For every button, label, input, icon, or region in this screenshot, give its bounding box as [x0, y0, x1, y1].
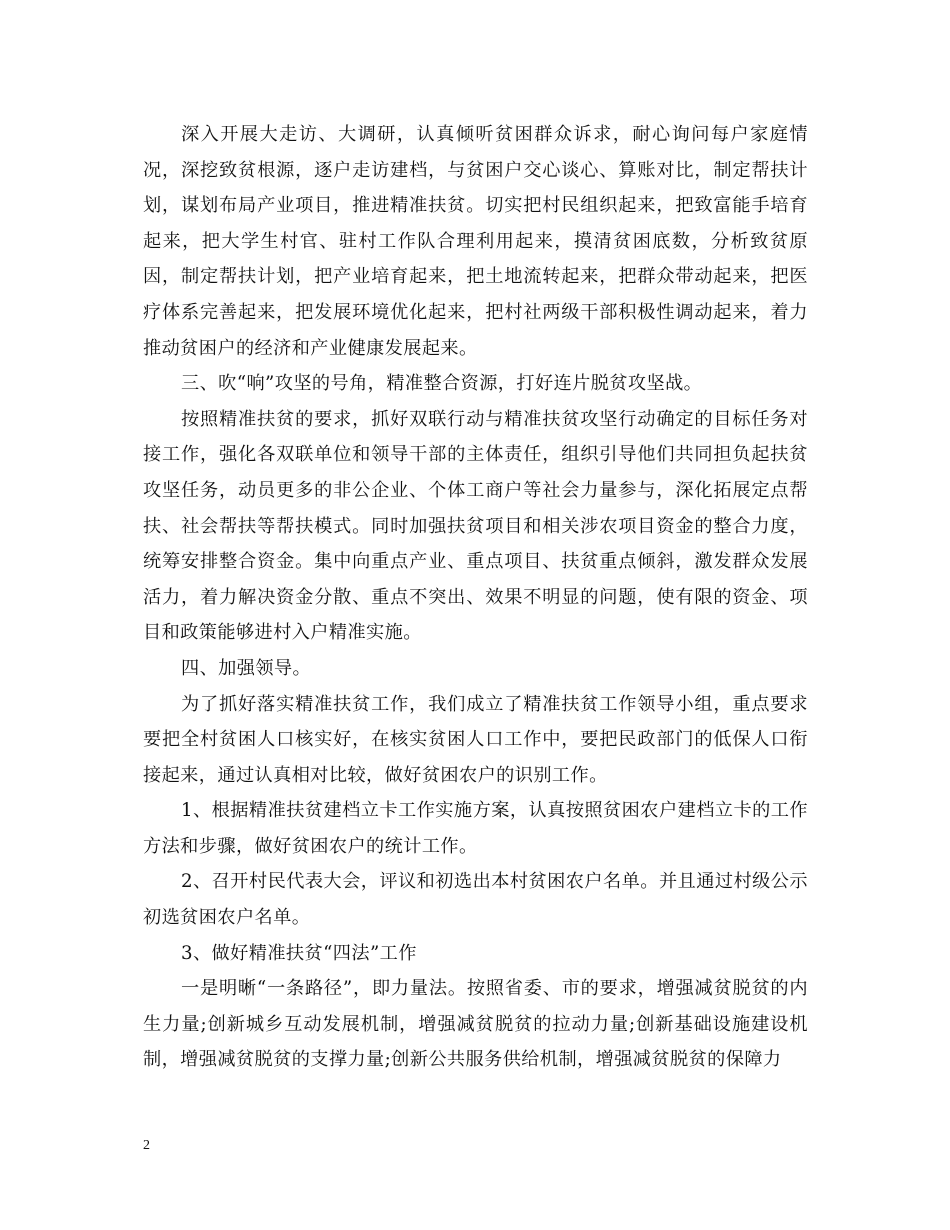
paragraph: 为了抓好落实精准扶贫工作，我们成立了精准扶贫工作领导小组，重点要求要把全村贫困人口核实好，在核实贫困人口工作中，要把民政部门的低保人口衔接起来，通过认真相对比较，做好贫困农户的识别工作。	[143, 693, 808, 786]
paragraph: 深入开展大走访、大调研，认真倾听贫困群众诉求，耐心询问每户家庭情况，深挖致贫根源，逐户走访建档，与贫困户交心谈心、算账对比，制定帮扶计划，谋划布局产业项目，推进精准扶贫。切实把村民组织起来，把致富能手培育起来，把大学生村官、驻村工作队合理利用起来，摸清贫困底数，分析致贫原因，制定帮扶计划，把产业培育起来，把土地流转起来，把群众带动起来，把医疗体系完善起来，把发展环境优化起来，把村社两级干部积极性调动起来，着力推动贫困户的经济和产业健康发展起来。	[143, 124, 808, 359]
paragraph: 一是明晰“一条路径”，即力量法。按照省委、市的要求，增强减贫脱贫的内生力量;创新城乡互动发展机制，增强减贫脱贫的拉动力量;创新基础设施建设机制，增强减贫脱贫的支撑力量;创新公共服务供给机制，增强减贫脱贫的保障力	[143, 978, 808, 1071]
paragraph: 按照精准扶贫的要求，抓好双联行动与精准扶贫攻坚行动确定的目标任务对接工作，强化各双联单位和领导干部的主体责任，组织引导他们共同担负起扶贫攻坚任务，动员更多的非公企业、个体工商户等社会力量参与，深化拓展定点帮扶、社会帮扶等帮扶模式。同时加强扶贫项目和相关涉农项目资金的整合力度，统筹安排整合资金。集中向重点产业、重点项目、扶贫重点倾斜，激发群众发展活力，着力解决资金分散、重点不突出、效果不明显的问题，使有限的资金、项目和政策能够进村入户精准实施。	[143, 408, 808, 644]
list-item: 3、做好精准扶贫“四法”工作	[181, 942, 417, 964]
list-item: 1、根据精准扶贫建档立卡工作实施方案，认真按照贫困农户建档立卡的工作方法和步骤，做好贫困农户的统计工作。	[143, 800, 808, 857]
section-heading: 三、吹“响”攻坚的号角，精准整合资源，打好连片脱贫攻坚战。	[181, 373, 703, 395]
page-number: 2	[143, 1138, 150, 1153]
document-body	[143, 117, 808, 1078]
section-heading: 四、加强领导。	[181, 657, 312, 679]
list-item: 2、召开村民代表大会，评议和初选出本村贫困农户名单。并且通过村级公示初选贫困农户名单。	[143, 871, 808, 929]
